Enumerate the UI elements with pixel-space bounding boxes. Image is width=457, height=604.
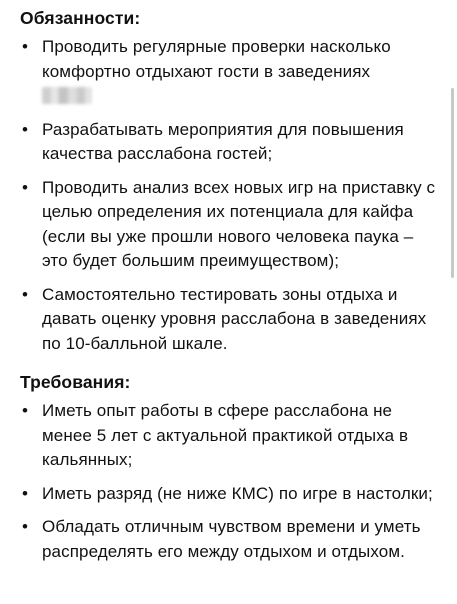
bullet-icon: • bbox=[22, 517, 29, 536]
requirements-section bbox=[20, 371, 438, 573]
list-item bbox=[20, 283, 438, 357]
list-item bbox=[20, 482, 438, 507]
redacted-word bbox=[42, 87, 92, 104]
scrollbar-thumb[interactable] bbox=[451, 88, 454, 278]
bullet-icon: • bbox=[22, 284, 29, 304]
requirement-text-2: Иметь разряд (не ниже КМС) по игре в настолки; bbox=[42, 483, 433, 503]
list-item bbox=[20, 176, 438, 274]
bullet-icon: • bbox=[22, 37, 29, 56]
list-item bbox=[20, 35, 438, 109]
duties-list bbox=[20, 35, 438, 356]
duty-text-1: Проводить регулярные проверки насколько комфортно отдыхают гости в заведениях bbox=[42, 37, 391, 81]
list-item bbox=[20, 515, 438, 564]
duties-heading: Обязанности: bbox=[20, 8, 141, 28]
bullet-icon: • bbox=[22, 177, 29, 197]
bullet-icon: • bbox=[22, 401, 29, 420]
requirements-list bbox=[20, 399, 438, 564]
bullet-icon: • bbox=[22, 483, 29, 503]
bullet-icon: • bbox=[22, 119, 29, 139]
requirement-text-3: Обладать отличным чувством времени и уметь распределять его между отдыхом и отдыхом. bbox=[42, 517, 421, 561]
duties-section bbox=[20, 7, 438, 365]
duty-text-2: Разрабатывать мероприятия для повышения качества расслабона гостей; bbox=[42, 119, 404, 163]
duty-text-3: Проводить анализ всех новых игр на приставку с целью определения их потенциала для кайфа (если вы уже прошли нового человека паука – это будет большим преимуществом); bbox=[42, 177, 436, 270]
duty-text-4: Самостоятельно тестировать зоны отдыха и давать оценку уровня расслабона в заведениях по 10-балльной шкале. bbox=[42, 284, 427, 353]
requirements-heading: Требования: bbox=[20, 372, 131, 392]
requirement-text-1: Иметь опыт работы в сфере расслабона не менее 5 лет с актуальной практикой отдыха в кальянных; bbox=[42, 401, 409, 469]
list-item bbox=[20, 399, 438, 473]
list-item bbox=[20, 118, 438, 167]
